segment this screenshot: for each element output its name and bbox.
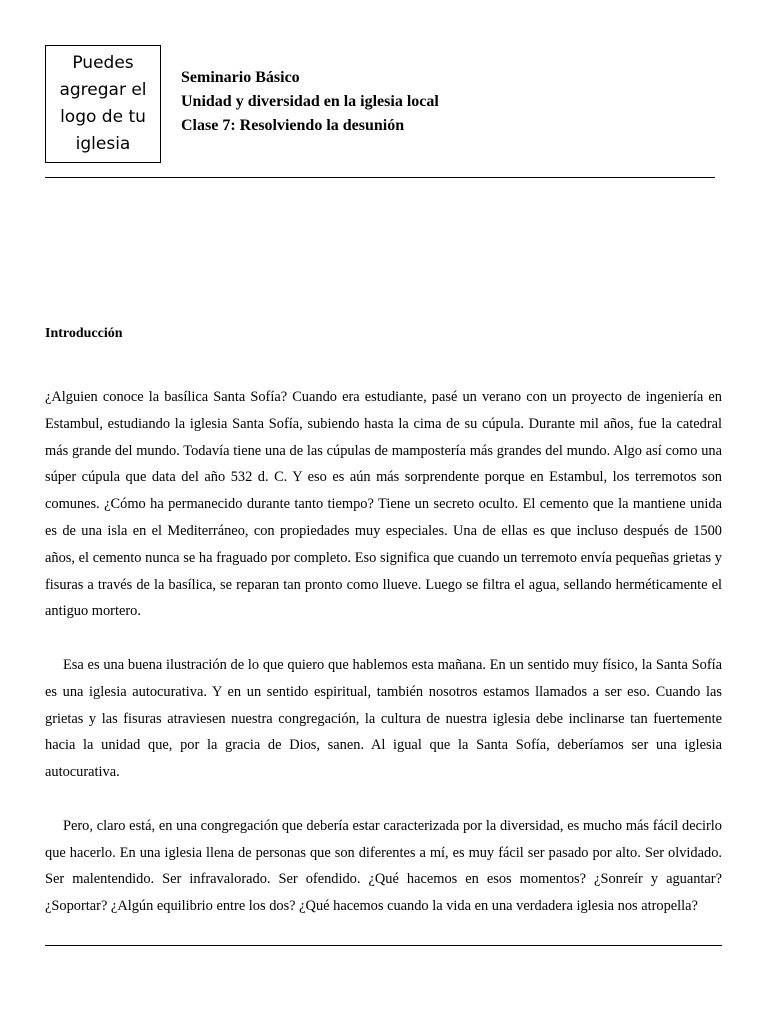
document-header [181,66,439,138]
class-title: Clase 7: Resolviendo la desunión [181,117,405,134]
body-text [45,384,722,920]
paragraph: Esa es una buena ilustración de lo que quiero que hablemos esta mañana. En un sentido muy físico, la Santa Sofía es una iglesia autocurativa. Y en un sentido espiritual, también nosotros estamos llamados a ser eso. Cuando las grietas y las fisuras atraviesen nuestra congregación, la cultura de nuestra iglesia debe inclinarse tan fuertemente hacia la unidad que, por la gracia de Dios, sanen. Al igual que la Santa Sofía, deberíamos ser una iglesia autocurativa. [45,656,722,781]
course-title: Unidad y diversidad en la iglesia local [181,93,439,110]
logo-placeholder-line: Puedes [72,53,134,73]
section-heading: Introducción [45,326,123,341]
footer-divider [45,945,722,946]
paragraph: Pero, claro está, en una congregación que debería estar caracterizada por la diversidad, es mucho más fácil decirlo que hacerlo. En una iglesia llena de personas que son diferentes a mí, es muy fácil ser pasado por alto. Ser olvidado. Ser malentendido. Ser infravalorado. Ser ofendido. ¿Qué hacemos en esos momentos? ¿Sonreír y aguantar? ¿Soportar? ¿Algún equilibrio entre los dos? ¿Qué hacemos cuando la vida en una verdadera iglesia nos atropella? [45,817,722,915]
church-logo-placeholder [45,45,161,163]
paragraph: ¿Alguien conoce la basílica Santa Sofía? Cuando era estudiante, pasé un verano con un proyecto de ingeniería en Estambul, estudiando la iglesia Santa Sofía, subiendo hasta la cima de su cúpula. Durante mil años, fue la catedral más grande del mundo. Todavía tiene una de las cúpulas de mampostería más grandes del mundo. Algo así como una súper cúpula que data del año 532 d. C. Y eso es aún más sorprendente porque en Estambul, los terremotos son comunes. ¿Cómo ha permanecido durante tanto tiempo? Tiene un secreto oculto. El cemento que la mantiene unida es de una isla en el Mediterráneo, con propiedades muy especiales. Una de ellas es que incluso después de 1500 años, el cemento nunca se ha fraguado por completo. Eso significa que cuando un terremoto envía pequeñas grietas y fisuras a través de la basílica, se reparan tan pronto como llueve. Luego se filtra el agua, sellando herméticamente el antiguo mortero. [45,389,722,620]
header-divider [45,177,715,178]
logo-placeholder-line: logo de tu [60,107,146,127]
logo-placeholder-line: iglesia [75,134,131,154]
logo-placeholder-line: agregar el [59,80,147,100]
seminar-title: Seminario Básico [181,69,300,86]
